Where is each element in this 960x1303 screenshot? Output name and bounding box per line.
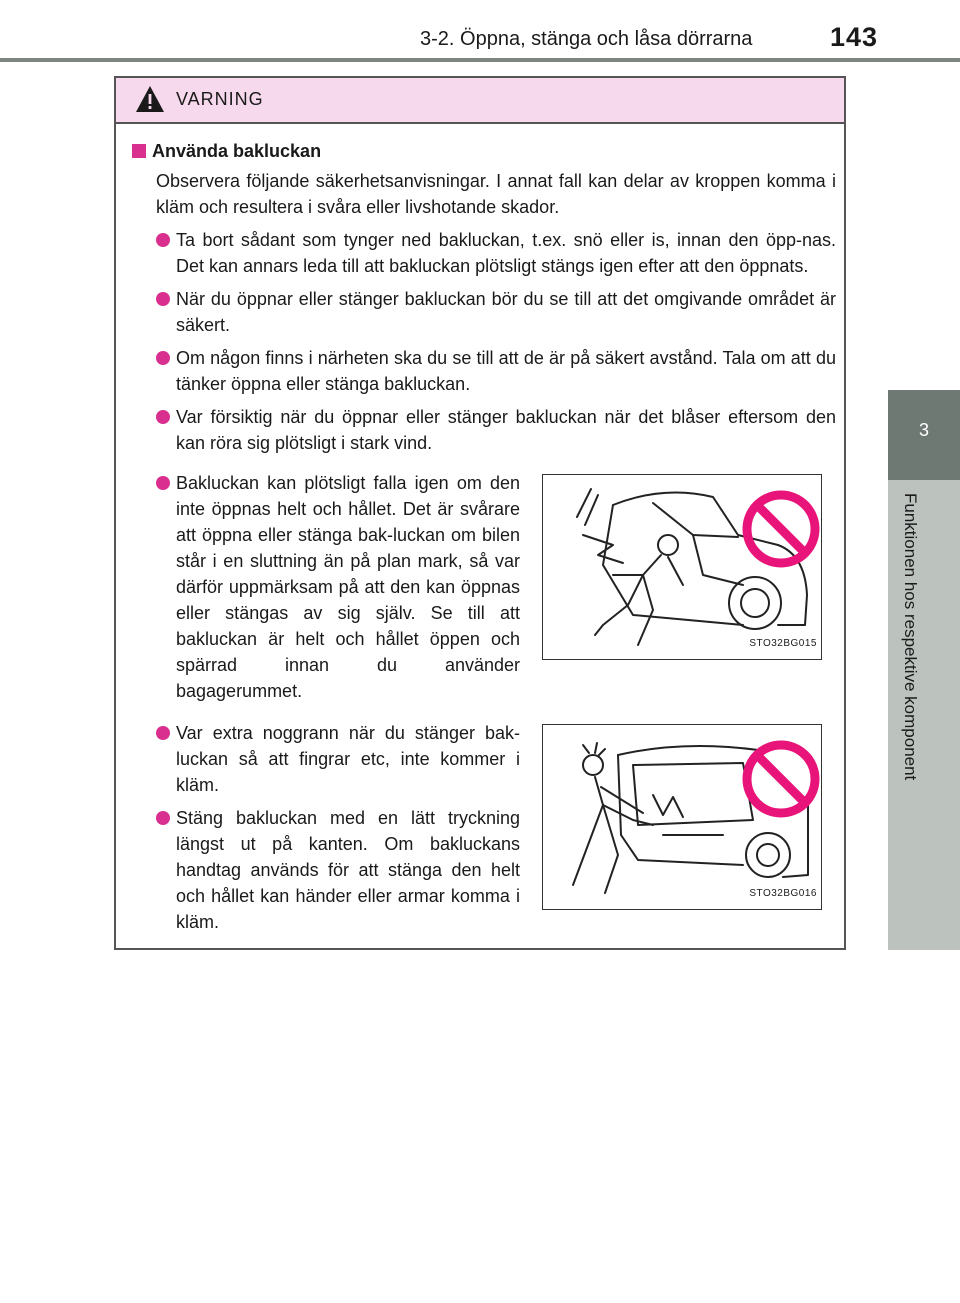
subheading [132, 138, 836, 164]
intro-paragraph: Observera följande säkerhetsanvisningar. I annat fall kan delar av kroppen komma i kläm och resultera i svåra eller livshotande skador. [156, 171, 836, 217]
chapter-number: 3 [918, 420, 929, 440]
round-bullet-icon [156, 233, 170, 247]
list-item: Var extra noggrann när du stänger bak-luckan så att fingrar etc, inte kommer i kläm. [132, 720, 520, 798]
illustrated-text-1 [132, 470, 520, 704]
list-item: Stäng bakluckan med en lätt tryckning längst ut på kanten. Om bakluckans handtag används för att stänga den helt och hållet kan händer eller armar komma i kläm. [132, 805, 520, 935]
square-bullet-icon [132, 144, 146, 158]
illustrated-section-2 [132, 720, 836, 935]
chapter-tab [888, 390, 960, 480]
chapter-tab-strip [888, 480, 960, 950]
warning-header [116, 78, 844, 124]
list-item: När du öppnar eller stänger bakluckan bör du se till att det omgivande området är säkert. [132, 286, 836, 338]
page-number: 143 [830, 22, 879, 52]
illustrated-section-1 [132, 470, 836, 704]
round-bullet-icon [156, 811, 170, 825]
list-item: Var försiktig när du öppnar eller stänger bakluckan när det blåser eftersom den kan röra sig plötsligt i stark vind. [132, 404, 836, 456]
round-bullet-icon [156, 476, 170, 490]
list-item: Om någon finns i närheten ska du se till att de är på säkert avstånd. Tala om att du tänker öppna eller stänga bakluckan. [132, 345, 836, 397]
round-bullet-icon [156, 351, 170, 365]
round-bullet-icon [156, 292, 170, 306]
illustration-tailgate-closing [542, 724, 822, 910]
illustration-tailgate-falling [542, 474, 822, 660]
warning-triangle-icon [134, 84, 166, 114]
header-rule [0, 58, 960, 62]
section-title: 3-2. Öppna, stänga och låsa dörrarna [420, 28, 753, 50]
illustrated-text-2 [132, 720, 520, 935]
subheading-text: Använda bakluckan [152, 141, 322, 161]
round-bullet-icon [156, 726, 170, 740]
image-caption: STO32BG015 [749, 638, 817, 649]
warning-title: VARNING [176, 89, 264, 109]
warning-box [114, 76, 846, 950]
list-item: Bakluckan kan plötsligt falla igen om den inte öppnas helt och hållet. Det är svårare att öppna eller stänga bak-luckan om bilen står i en sluttning än på plan mark, så var därför uppmärksam på att den kan öppnas eller stängas av sig själv. Se till att bakluckan är helt och hållet öppen och spärrad innan du använder bagagerummet. [132, 470, 520, 704]
warning-body [116, 124, 844, 935]
list-item: Ta bort sådant som tynger ned bakluckan, t.ex. snö eller is, innan den öpp-nas. Det kan annars leda till att bakluckan plötsligt stängs igen efter att den öppnats. [132, 227, 836, 279]
round-bullet-icon [156, 410, 170, 424]
chapter-title: Funktionen hos respektive komponent [901, 493, 920, 781]
image-caption: STO32BG016 [749, 888, 817, 899]
